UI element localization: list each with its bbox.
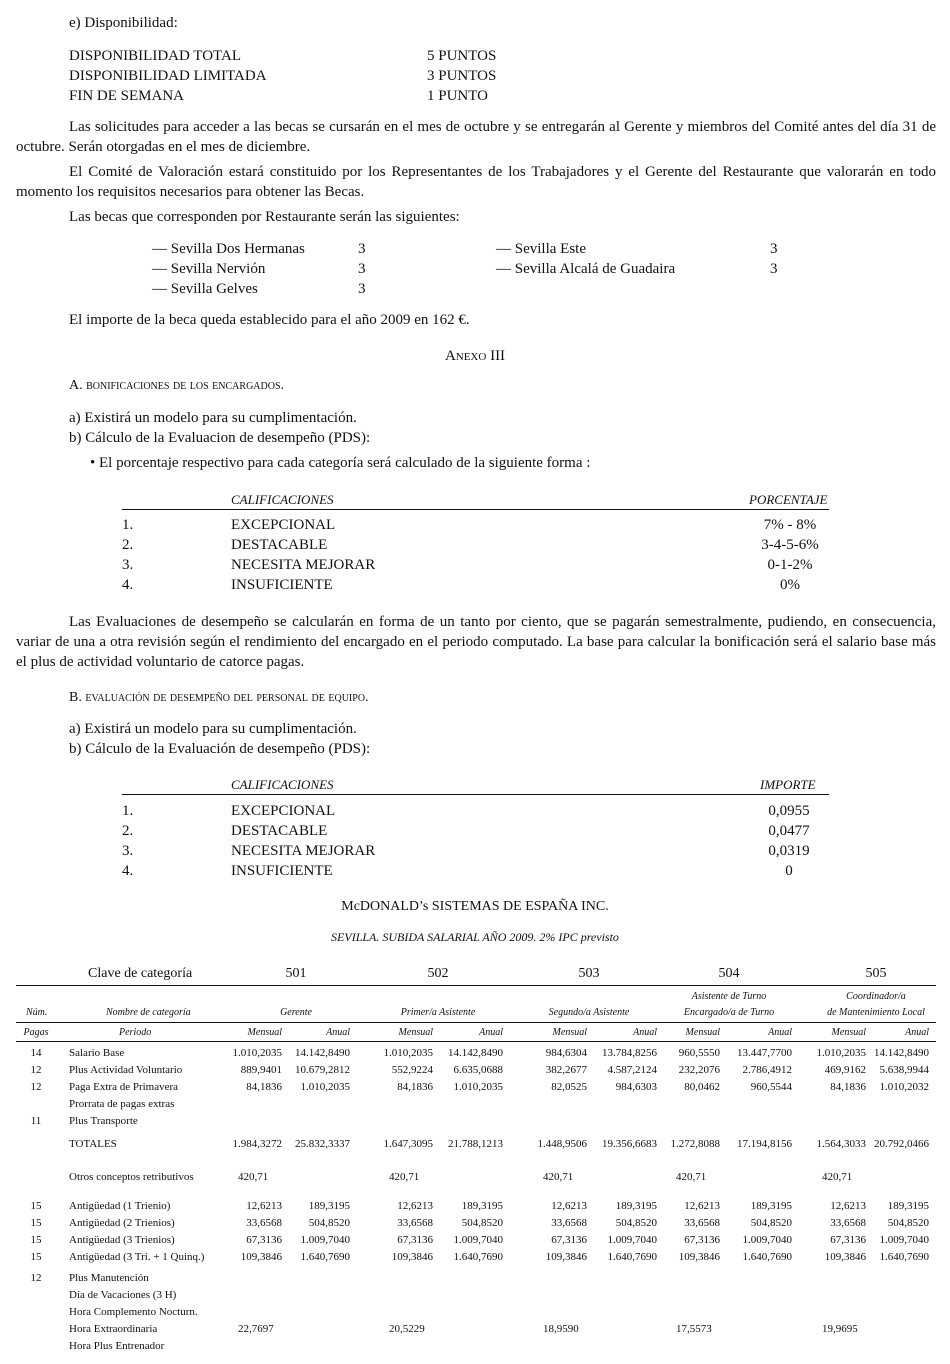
section-a-item-1: a) Existirá un modelo para su cumplimentación. <box>69 410 357 426</box>
valor-mensual: 889,9401 <box>240 1064 282 1076</box>
valor-anual: 1.010,2032 <box>879 1081 929 1093</box>
valor-mensual: 67,3136 <box>830 1234 866 1246</box>
valor-anual: 6.635,0688 <box>453 1064 503 1076</box>
valor-anual: 1.009,7040 <box>607 1234 657 1246</box>
valor-mensual: 12,6213 <box>684 1200 720 1212</box>
concepto-label: Antigüedad (1 Trienio) <box>69 1200 171 1212</box>
concepto-label: Antigüedad (2 Trienios) <box>69 1217 175 1229</box>
antiguedad-row <box>0 1232 950 1249</box>
pagas-label: Pagas <box>23 1027 49 1038</box>
valor-mensual: 12,6213 <box>551 1200 587 1212</box>
categoria-nombre: Primer/a Asistente <box>400 1007 476 1018</box>
calificacion-label: INSUFICIENTE <box>231 577 333 593</box>
valor-mensual: 84,1836 <box>246 1081 282 1093</box>
categoria-nombre: Encargado/a de Turno <box>683 1007 775 1018</box>
concepto-label: Hora Plus Entrenador <box>69 1340 165 1352</box>
totales-row <box>0 1136 950 1153</box>
valor-anual: 189,3195 <box>461 1200 503 1212</box>
table-a-header-calificaciones: CALIFICACIONES <box>231 492 334 507</box>
calificacion-num: 2. <box>122 537 134 553</box>
calificacion-num: 3. <box>122 557 134 573</box>
clave-label: Clave de categoría <box>88 966 193 981</box>
extra-row <box>0 1287 950 1304</box>
calificacion-label: EXCEPCIONAL <box>231 517 336 533</box>
disponibilidad-label: DISPONIBILIDAD TOTAL <box>69 48 241 64</box>
table-a-rule <box>122 509 829 510</box>
valor-anual: 1.640,7690 <box>879 1251 929 1263</box>
paragraph-evaluaciones: Las Evaluaciones de desempeño se calcularán en forma de un tanto por ciento, que se pagarán semestralmente, pudiendo, en consecuencia, variar de una a otra revisión según el rendimiento del encargado en el periodo computado. La base para calcular la bonificación será el salario base más el plus de actividad voluntario de catorce pagas. <box>16 614 936 670</box>
calificacion-value: 7% - 8% <box>763 517 817 533</box>
valor-anual: 1.010,2035 <box>453 1081 503 1093</box>
concepto-label: Salario Base <box>69 1047 125 1059</box>
valor-mensual: 984,6304 <box>545 1047 587 1059</box>
table-a-header-porcentaje: PORCENTAJE <box>749 492 828 507</box>
valor-mensual: 469,9162 <box>824 1064 866 1076</box>
calificacion-label: DESTACABLE <box>231 823 328 839</box>
calificacion-label: DESTACABLE <box>231 537 328 553</box>
valor-mensual: 84,1836 <box>397 1081 433 1093</box>
pagas-num: 12 <box>30 1081 42 1093</box>
valor-mensual: 82,0525 <box>551 1081 587 1093</box>
beca-restaurante: — Sevilla Dos Hermanas <box>152 241 305 257</box>
concepto-label: Prorrata de pagas extras <box>69 1098 175 1110</box>
extra-row <box>0 1304 950 1321</box>
otros-conceptos-row <box>0 1169 950 1186</box>
valor-mensual: 420,71 <box>238 1171 269 1183</box>
valor-anual: 189,3195 <box>615 1200 657 1212</box>
calificacion-label: INSUFICIENTE <box>231 863 333 879</box>
section-e-heading: e) Disponibilidad: <box>69 15 178 31</box>
categoria-nombre: Gerente <box>280 1007 312 1018</box>
valor-anual: 189,3195 <box>308 1200 350 1212</box>
valor-anual: 504,8520 <box>461 1217 503 1229</box>
clave-categoria: 502 <box>427 966 449 981</box>
valor-mensual: 20,5229 <box>389 1323 425 1335</box>
clave-categoria: 505 <box>865 966 887 981</box>
valor-mensual: 18,9590 <box>543 1323 579 1335</box>
col-mensual: Mensual <box>398 1027 433 1038</box>
table-b-header-importe: IMPORTE <box>760 777 816 792</box>
disponibilidad-value: 1 PUNTO <box>427 88 488 104</box>
valor-anual: 1.640,7690 <box>453 1251 503 1263</box>
antiguedad-row <box>0 1215 950 1232</box>
valor-mensual: 1.647,3095 <box>383 1138 433 1150</box>
calificacion-value: 0% <box>780 577 800 593</box>
valor-anual: 13.447,7700 <box>737 1047 792 1059</box>
valor-mensual: 22,7697 <box>238 1323 274 1335</box>
valor-anual: 504,8520 <box>750 1217 792 1229</box>
paragraph-solicitudes: Las solicitudes para acceder a las becas se cursarán en el mes de octubre y se entregarán al Gerente y miembros del Comité antes del día 31 de octubre. Serán otorgadas en el mes de diciembre. <box>16 119 936 155</box>
calificacion-value: 0,0477 <box>768 823 810 839</box>
calificacion-value: 0,0319 <box>768 843 810 859</box>
valor-mensual: 1.010,2035 <box>383 1047 433 1059</box>
pagas-num: 12 <box>30 1064 42 1076</box>
calificacion-value: 3-4-5-6% <box>761 537 819 553</box>
valor-mensual: 109,3846 <box>240 1251 282 1263</box>
col-mensual: Mensual <box>685 1027 720 1038</box>
valor-mensual: 1.272,8088 <box>670 1138 720 1150</box>
valor-mensual: 12,6213 <box>397 1200 433 1212</box>
beca-count: 3 <box>358 261 366 277</box>
col-anual: Anual <box>768 1027 792 1038</box>
valor-mensual: 67,3136 <box>246 1234 282 1246</box>
table-b-rule <box>122 794 829 795</box>
calificacion-num: 3. <box>122 843 134 859</box>
valor-mensual: 12,6213 <box>830 1200 866 1212</box>
disponibilidad-value: 5 PUNTOS <box>427 48 497 64</box>
col-anual: Anual <box>905 1027 929 1038</box>
col-anual: Anual <box>326 1027 350 1038</box>
section-b-item-2: b) Cálculo de la Evaluación de desempeño (PDS): <box>69 741 371 757</box>
calificacion-value: 0-1-2% <box>767 557 813 573</box>
concepto-label: Plus Transporte <box>69 1115 138 1127</box>
valor-mensual: 67,3136 <box>684 1234 720 1246</box>
valor-anual: 504,8520 <box>615 1217 657 1229</box>
valor-anual: 20.792,0466 <box>874 1138 929 1150</box>
valor-anual: 14.142,8490 <box>448 1047 503 1059</box>
section-b-heading: B. evaluación de desempeño del personal de equipo. <box>69 690 369 705</box>
salary-row <box>0 1062 950 1079</box>
calificacion-num: 4. <box>122 863 134 879</box>
salary-subtitle: SEVILLA. SUBIDA SALARIAL AÑO 2009. 2% IPC previsto <box>331 930 619 944</box>
pagas-num: 15 <box>30 1234 42 1246</box>
salary-header-rule <box>16 1041 936 1042</box>
valor-mensual: 12,6213 <box>246 1200 282 1212</box>
clave-categoria: 504 <box>718 966 740 981</box>
pagas-num: 11 <box>30 1115 42 1127</box>
paragraph-comite: El Comité de Valoración estará constituido por los Representantes de los Trabajadores y el Gerente del Restaurante que valorarán en todo momento los requisitos necesarios para obtener las Becas. <box>16 164 936 200</box>
concepto-label: TOTALES <box>69 1138 117 1150</box>
salary-mid-rule <box>16 1022 936 1023</box>
valor-mensual: 17,5573 <box>676 1323 712 1335</box>
valor-anual: 13.784,8256 <box>602 1047 657 1059</box>
paragraph-importe: El importe de la beca queda establecido para el año 2009 en 162 €. <box>69 312 470 328</box>
valor-anual: 14.142,8490 <box>874 1047 929 1059</box>
valor-mensual: 109,3846 <box>824 1251 866 1263</box>
valor-mensual: 420,71 <box>822 1171 853 1183</box>
beca-restaurante: — Sevilla Gelves <box>152 281 258 297</box>
concepto-label: Paga Extra de Primavera <box>69 1081 179 1093</box>
pagas-num: 15 <box>30 1251 42 1263</box>
col-anual: Anual <box>633 1027 657 1038</box>
valor-anual: 960,5544 <box>750 1081 792 1093</box>
valor-anual: 17.194,8156 <box>737 1138 792 1150</box>
valor-mensual: 1.010,2035 <box>816 1047 866 1059</box>
valor-mensual: 84,1836 <box>830 1081 866 1093</box>
company-title: McDONALD’s SISTEMAS DE ESPAÑA INC. <box>341 899 609 914</box>
valor-anual: 21.788,1213 <box>448 1138 503 1150</box>
salary-row <box>0 1079 950 1096</box>
valor-mensual: 33,6568 <box>551 1217 587 1229</box>
valor-mensual: 1.984,3272 <box>232 1138 282 1150</box>
valor-anual: 1.009,7040 <box>300 1234 350 1246</box>
concepto-label: Otros conceptos retributivos <box>69 1171 194 1183</box>
categoria-nombre-l1: Asistente de Turno <box>691 991 767 1002</box>
extra-row <box>0 1270 950 1287</box>
concepto-label: Hora Complemento Nocturn. <box>69 1306 198 1318</box>
salary-row <box>0 1113 950 1130</box>
valor-mensual: 420,71 <box>543 1171 574 1183</box>
valor-mensual: 19,9695 <box>822 1323 858 1335</box>
section-a-bullet: • El porcentaje respectivo para cada categoría será calculado de la siguiente forma : <box>90 455 591 471</box>
valor-anual: 10.679,2812 <box>295 1064 350 1076</box>
valor-mensual: 960,5550 <box>678 1047 720 1059</box>
concepto-label: Plus Actividad Voluntario <box>69 1064 183 1076</box>
pagas-num: 12 <box>30 1272 42 1284</box>
categoria-nombre: de Mantenimiento Local <box>827 1007 925 1018</box>
valor-anual: 504,8520 <box>308 1217 350 1229</box>
valor-anual: 4.587,2124 <box>607 1064 657 1076</box>
valor-mensual: 33,6568 <box>684 1217 720 1229</box>
section-a-item-2: b) Cálculo de la Evaluacion de desempeño (PDS): <box>69 430 371 446</box>
col-mensual: Mensual <box>831 1027 866 1038</box>
beca-restaurante: — Sevilla Este <box>496 241 586 257</box>
valor-mensual: 1.564,3033 <box>816 1138 866 1150</box>
valor-anual: 5.638,9944 <box>879 1064 929 1076</box>
valor-mensual: 1.010,2035 <box>232 1047 282 1059</box>
valor-mensual: 33,6568 <box>246 1217 282 1229</box>
disponibilidad-label: DISPONIBILIDAD LIMITADA <box>69 68 267 84</box>
col-anual: Anual <box>479 1027 503 1038</box>
num-label: Núm. <box>26 1007 48 1018</box>
valor-mensual: 109,3846 <box>545 1251 587 1263</box>
valor-anual: 504,8520 <box>887 1217 929 1229</box>
periodo-label: Periodo <box>119 1027 152 1038</box>
valor-anual: 1.009,7040 <box>742 1234 792 1246</box>
concepto-label: Plus Manutención <box>69 1272 149 1284</box>
valor-anual: 1.009,7040 <box>879 1234 929 1246</box>
table-b-header-calificaciones: CALIFICACIONES <box>231 777 334 792</box>
concepto-label: Antigüedad (3 Tri. + 1 Quinq.) <box>69 1251 205 1263</box>
disponibilidad-label: FIN DE SEMANA <box>69 88 185 104</box>
valor-mensual: 33,6568 <box>830 1217 866 1229</box>
calificacion-value: 0 <box>785 863 793 879</box>
valor-anual: 25.832,3337 <box>295 1138 350 1150</box>
col-mensual: Mensual <box>552 1027 587 1038</box>
nombre-label: Nombre de categoría <box>106 1007 191 1018</box>
calificacion-label: NECESITA MEJORAR <box>231 843 376 859</box>
beca-count: 3 <box>358 241 366 257</box>
categoria-nombre-l1: Coordinador/a <box>846 991 906 1002</box>
valor-anual: 189,3195 <box>887 1200 929 1212</box>
valor-anual: 1.640,7690 <box>607 1251 657 1263</box>
valor-mensual: 109,3846 <box>391 1251 433 1263</box>
clave-categoria: 501 <box>285 966 307 981</box>
valor-mensual: 67,3136 <box>551 1234 587 1246</box>
valor-anual: 2.786,4912 <box>742 1064 792 1076</box>
valor-anual: 1.009,7040 <box>453 1234 503 1246</box>
valor-mensual: 80,0462 <box>684 1081 720 1093</box>
anexo-title: Anexo III <box>444 348 506 364</box>
antiguedad-row <box>0 1249 950 1266</box>
pagas-num: 15 <box>30 1200 42 1212</box>
valor-mensual: 33,6568 <box>397 1217 433 1229</box>
beca-count: 3 <box>358 281 366 297</box>
concepto-label: Hora Extraordinaria <box>69 1323 158 1335</box>
valor-anual: 1.010,2035 <box>300 1081 350 1093</box>
pagas-num: 14 <box>30 1047 42 1059</box>
valor-anual: 1.640,7690 <box>300 1251 350 1263</box>
valor-mensual: 382,2677 <box>545 1064 587 1076</box>
salary-row <box>0 1045 950 1062</box>
disponibilidad-value: 3 PUNTOS <box>427 68 497 84</box>
valor-anual: 19.356,6683 <box>602 1138 657 1150</box>
beca-restaurante: — Sevilla Nervión <box>152 261 266 277</box>
salary-row <box>0 1096 950 1113</box>
valor-mensual: 1.448,9506 <box>537 1138 587 1150</box>
valor-anual: 1.640,7690 <box>742 1251 792 1263</box>
clave-categoria: 503 <box>578 966 600 981</box>
salary-top-rule <box>16 985 936 986</box>
extra-row <box>0 1321 950 1338</box>
section-a-heading: A. bonificaciones de los encargados. <box>69 378 285 393</box>
valor-anual: 984,6303 <box>615 1081 657 1093</box>
salary-table <box>0 960 950 1364</box>
valor-mensual: 420,71 <box>389 1171 420 1183</box>
concepto-label: Día de Vacaciones (3 H) <box>69 1289 177 1301</box>
extra-row <box>0 1338 950 1355</box>
calificacion-num: 1. <box>122 803 134 819</box>
valor-anual: 14.142,8490 <box>295 1047 350 1059</box>
calificacion-label: NECESITA MEJORAR <box>231 557 376 573</box>
valor-mensual: 232,2076 <box>678 1064 720 1076</box>
col-mensual: Mensual <box>247 1027 282 1038</box>
concepto-label: Antigüedad (3 Trienios) <box>69 1234 175 1246</box>
calificacion-num: 4. <box>122 577 134 593</box>
calificacion-num: 1. <box>122 517 134 533</box>
valor-mensual: 109,3846 <box>678 1251 720 1263</box>
calificacion-label: EXCEPCIONAL <box>231 803 336 819</box>
beca-count: 3 <box>770 241 778 257</box>
antiguedad-row <box>0 1198 950 1215</box>
paragraph-becas-intro: Las becas que corresponden por Restaurante serán las siguientes: <box>69 209 460 225</box>
section-b-item-1: a) Existirá un modelo para su cumplimentación. <box>69 721 357 737</box>
pagas-num: 15 <box>30 1217 42 1229</box>
categoria-nombre: Segundo/a Asistente <box>548 1007 630 1018</box>
beca-count: 3 <box>770 261 778 277</box>
beca-restaurante: — Sevilla Alcalá de Guadaira <box>496 261 676 277</box>
calificacion-num: 2. <box>122 823 134 839</box>
calificacion-value: 0,0955 <box>768 803 810 819</box>
valor-mensual: 420,71 <box>676 1171 707 1183</box>
valor-anual: 189,3195 <box>750 1200 792 1212</box>
valor-mensual: 67,3136 <box>397 1234 433 1246</box>
valor-mensual: 552,9224 <box>391 1064 433 1076</box>
